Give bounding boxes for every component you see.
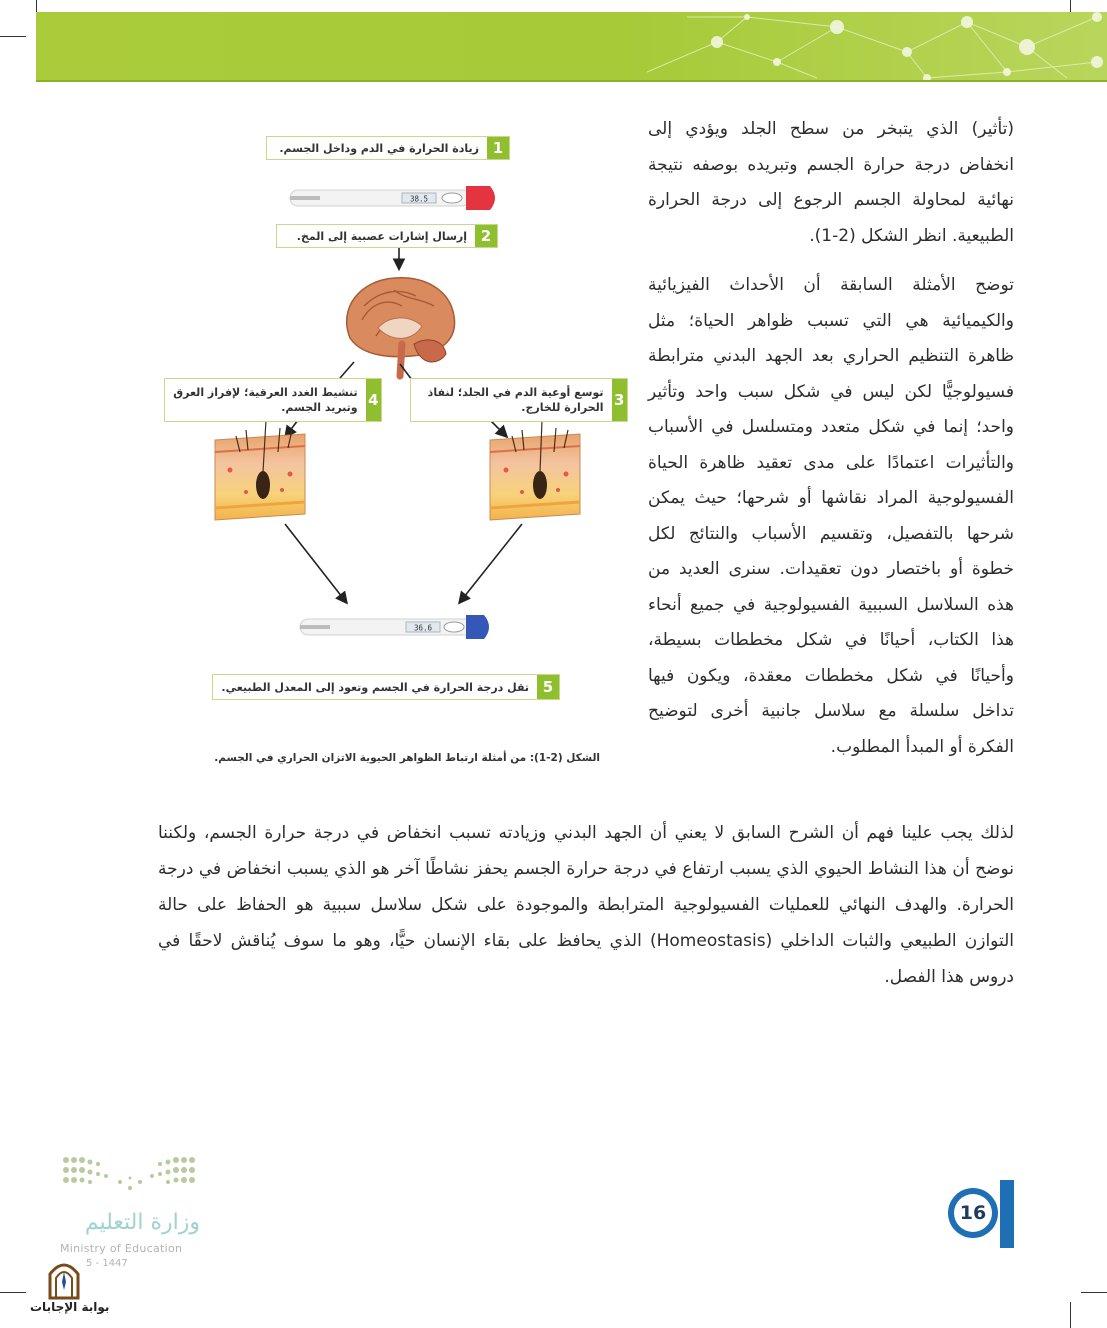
page-number-badge [948,1188,998,1238]
paragraph-2: توضح الأمثلة السابقة أن الأحداث الفيزيائية والكيميائية هي التي تسبب ظواهر الحياة؛ مثل ظاهرة التنظيم الحراري بعد الجهد البدني مترابطة فسيولوجيًّا لكن ليس في شكل سبب واحد وتأثير واحد؛ إنما في شكل متعدد ومتسلسل في الأسباب والتأثيرات اعتمادًا على مدى تعقيد ظاهرة الحياة الفسيولوجية المراد نقاشها أو شرحها؛ حيث يمكن شرحها بالتفصيل، وتقسيم الأسباب والنتائج لكل خطوة أو باختصار دون تعقيدات. سنرى العديد من هذه السلاسل السببية الفسيولوجية في جميع أنحاء هذا الكتاب، أحيانًا في شكل مخططات بسيطة، وأحيانًا في شكل مخططات معقدة، ويكون فيها تداخل سلسلة مع سلاسل جانبية أخرى لتوضيح الفكرة أو المبدأ المطلوب. [648,275,1014,757]
ministry-logo-icon [60,1152,200,1198]
ministry-year: 5 - 1447 [86,1258,128,1269]
paragraph-3: لذلك يجب علينا فهم أن الشرح السابق لا يعني أن الجهد البدني وزيادته تسبب انخفاض في درجة حرارة الجسم، ولكننا نوضح أن هذا النشاط الحيوي الذي يسبب ارتفاع في درجة حرارة الجسم يحفز نشاطًا آخر هو الذي يسبب انخفاض في درجة الحرارة. والهدف النهائي للعمليات الفسيولوجية المترابطة والموجودة على شكل سلاسل سببية هو الحفاظ على حالة التوازن الطبيعي والثبات الداخلي (Homeostasis) الذي يحافظ على بقاء الإنسان حيًّا، وهو ما سوف يُناقش لاحقًا في دروس هذا الفصل. [158,823,1014,987]
step-1-text: زيادة الحرارة في الدم وداخل الجسم. [279,141,479,155]
thermometer-normal-icon [300,615,489,639]
step-1-number: 1 [487,137,509,159]
thermometer-high-reading: 38.5 [409,194,429,204]
molecule-pattern [627,12,1107,80]
skin-sweat-gland-icon [215,420,305,520]
watermark-logo-icon [44,1256,84,1300]
right-column-text [648,112,1014,779]
step-5-number: 5 [537,675,559,699]
watermark-text: بوابة الإجابات [30,1300,110,1314]
crop-mark [0,36,26,37]
ministry-name-english: Ministry of Education [60,1242,183,1255]
step-4-label [164,378,382,422]
step-4-number: 4 [366,379,381,421]
banner-underline [36,80,1107,82]
step-2-number: 2 [475,225,497,247]
page-number-bar [1000,1180,1014,1248]
crop-mark [1081,1292,1107,1293]
paragraph-1: (تأثير) الذي يتبخر من سطح الجلد ويؤدي إلى انخفاض درجة حرارة الجسم وتبريده بوصفه نتيجة نهائية لمحاولة الجسم الرجوع إلى درجة الحرارة الطبيعية. انظر الشكل (2-1). [648,119,1014,246]
step-3-number: 3 [612,379,628,421]
step-2-label [276,224,498,248]
step-2-text: إرسال إشارات عصبية إلى المخ. [296,229,467,243]
brain-icon [347,278,455,376]
crop-mark [1070,1302,1071,1328]
step-1-label [266,136,510,160]
thermometer-high-icon [290,186,495,210]
ministry-name-arabic: وزارة التعليم [84,1210,200,1235]
thermometer-normal-reading: 36.6 [413,623,433,633]
page-number: 16 [954,1194,992,1232]
step-3-text: توسع أوعية الدم في الجلد؛ لنفاذ الحرارة للخارج. [427,386,604,414]
caption-label: الشكل (2-1): [529,752,600,764]
step-4-text: تنشيط الغدد العرقية؛ لإفراز العرق وتبريد الجسم. [173,386,358,414]
header-banner [36,12,1107,80]
step-3-label [410,378,628,422]
figure-caption [196,752,600,764]
caption-text: من أمثلة ارتباط الظواهر الحيوية الاتزان الحراري في الجسم. [214,752,527,764]
step-5-text: تقل درجة الحرارة في الجسم وتعود إلى المعدل الطبيعي. [221,680,529,694]
skin-blood-vessel-icon [490,420,580,520]
step-5-label [212,674,560,700]
crop-mark [0,1292,26,1293]
